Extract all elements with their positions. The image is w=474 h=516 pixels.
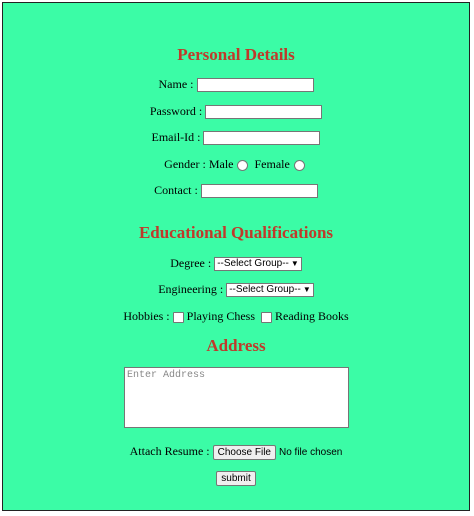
resume-label: Attach Resume : [129, 444, 210, 458]
hobbies-label: Hobbies : [123, 309, 170, 323]
hobby-chess-label: Playing Chess [186, 309, 255, 323]
gender-row [3, 157, 469, 172]
submit-button[interactable]: submit [216, 471, 255, 486]
chevron-down-icon: ▼ [302, 285, 311, 295]
gender-male-label: Male [208, 157, 234, 171]
email-label: Email-Id : [151, 130, 201, 144]
contact-label: Contact : [154, 183, 198, 197]
degree-select[interactable] [214, 257, 302, 271]
file-status: No file chosen [278, 446, 343, 458]
password-input[interactable] [205, 105, 322, 119]
engineering-row [3, 282, 469, 297]
gender-male-radio[interactable] [237, 160, 248, 171]
gender-female-label: Female [254, 157, 290, 171]
gender-label: Gender : [164, 157, 206, 171]
password-label: Password : [149, 104, 203, 118]
gender-female-radio[interactable] [294, 160, 305, 171]
degree-label: Degree : [170, 256, 212, 270]
address-textarea[interactable] [124, 367, 349, 428]
submit-row [3, 470, 469, 486]
degree-row [3, 256, 469, 271]
hobby-reading-checkbox[interactable] [261, 312, 272, 323]
engineering-select[interactable] [226, 283, 314, 297]
hobby-chess-checkbox[interactable] [173, 312, 184, 323]
engineering-label: Engineering : [158, 282, 224, 296]
degree-select-value: --Select Group-- [217, 258, 289, 270]
engineering-select-value: --Select Group-- [229, 284, 301, 296]
address-heading: Address [206, 336, 266, 355]
hobbies-row [3, 309, 469, 324]
email-row [3, 130, 469, 145]
resume-row [3, 444, 469, 460]
name-input[interactable] [197, 78, 314, 92]
hobby-reading-label: Reading Books [275, 309, 349, 323]
contact-row [3, 183, 469, 198]
education-heading: Educational Qualifications [138, 223, 334, 242]
name-label: Name : [158, 77, 194, 91]
registration-form [2, 2, 470, 511]
contact-input[interactable] [201, 184, 318, 198]
name-row [3, 77, 469, 92]
choose-file-button[interactable]: Choose File [213, 445, 276, 460]
password-row [3, 104, 469, 119]
email-input[interactable] [203, 131, 320, 145]
personal-details-heading: Personal Details [177, 45, 295, 64]
chevron-down-icon: ▼ [290, 259, 299, 269]
